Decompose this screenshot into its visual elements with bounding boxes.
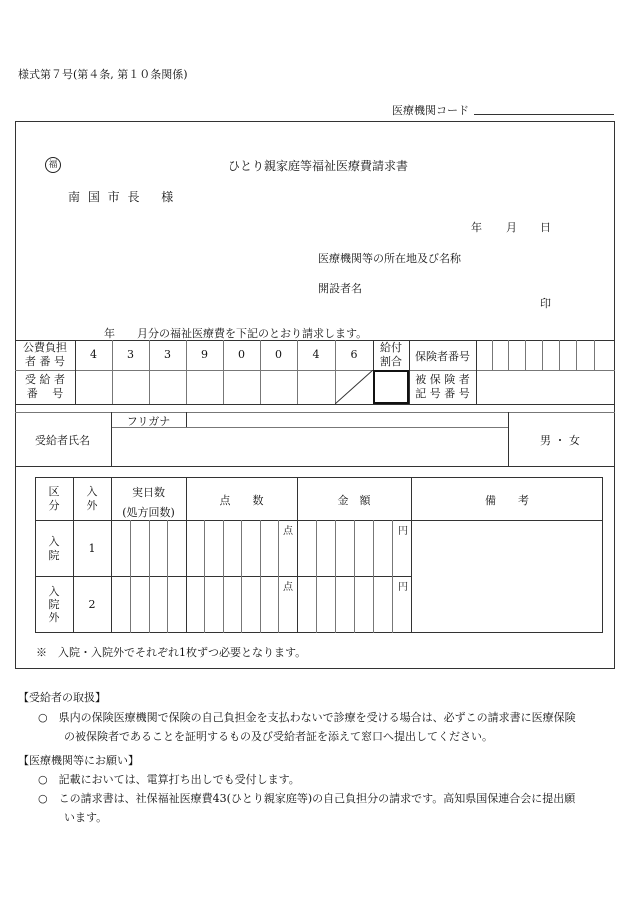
row-code: 2 (88, 598, 96, 611)
yen-unit: 円 (398, 582, 408, 593)
public-payer-digit: 4 (312, 348, 320, 361)
recipient-name-label: 受給者氏名 (35, 434, 90, 447)
col-notes: 備 考 (485, 494, 529, 507)
col-nyugai: 入 外 (86, 485, 98, 512)
request-line: 年 月分の福祉医療費を下記のとおり請求します。 (104, 327, 368, 340)
form-number: 様式第７号(第４条, 第１０条関係) (18, 68, 188, 81)
public-payer-digit: 0 (275, 348, 282, 361)
institution-note-line: ○ 記載においては、電算打ち出しでも受付します。 (38, 773, 300, 786)
institution-address-label: 医療機関等の所在地及び名称 (318, 252, 461, 265)
yen-unit: 円 (398, 526, 408, 537)
diagonal-slash (335, 370, 373, 404)
footnote: ※ 入院・入院外でそれぞれ1枚ずつ必要となります。 (36, 646, 307, 659)
recipient-section-title: 【受給者の取扱】 (18, 691, 106, 704)
recipient-note-line: ○ 県内の保険医療機関で保険の自己負担金を支払わないで診療を受ける場合は、必ずこの請求書に医療保険 (38, 711, 576, 724)
row-kubun: 入 院 (48, 535, 60, 562)
public-payer-digit: 3 (164, 348, 171, 361)
date-month: 月 (506, 221, 517, 234)
insured-symbol-label: 被 保 険 者 記 号 番 号 (415, 373, 470, 400)
row-kubun: 入 院 外 (48, 585, 60, 624)
addressee: 南 国 市 長 様 (68, 190, 176, 204)
recipient-number-label: 受 給 者 番 号 (25, 373, 65, 400)
public-payer-digit: 9 (201, 348, 208, 361)
public-payer-digit: 0 (238, 348, 245, 361)
institution-section-title: 【医療機関等にお願い】 (18, 754, 139, 767)
public-payer-digit: 6 (350, 348, 358, 361)
institution-code-field[interactable] (474, 114, 614, 115)
date-day: 日 (540, 221, 551, 234)
institution-note-line: います。 (64, 811, 108, 824)
row-code: 1 (88, 542, 96, 555)
col-kubun: 区 分 (48, 485, 60, 512)
benefit-ratio-label: 給付 割合 (380, 341, 402, 368)
col-points: 点 数 (219, 494, 264, 507)
public-payer-digit: 4 (90, 348, 97, 361)
col-amount: 金 額 (337, 494, 371, 507)
public-payer-digit: 3 (127, 348, 134, 361)
recipient-note-line: の被保険者であることを証明するもの及び受給者証を添えて窓口へ提出してください。 (64, 730, 493, 743)
col-days: 実日数 (処方回数) (122, 486, 175, 519)
sex-options[interactable]: 男 ・ 女 (540, 434, 580, 447)
form-title: ひとり親家庭等福祉医療費請求書 (228, 159, 409, 173)
point-unit: 点 (283, 526, 293, 537)
fuku-seal-icon: 福 (45, 157, 61, 173)
point-unit: 点 (283, 582, 293, 593)
institution-code-label: 医療機関コード (392, 104, 469, 117)
date-year: 年 (471, 221, 482, 234)
stamp-mark: 印 (540, 297, 551, 310)
furigana-label: フリガナ (126, 415, 171, 428)
benefit-ratio-box[interactable] (373, 370, 409, 404)
institution-note-line: ○ この請求書は、社保福祉医療費43(ひとり親家庭等)の自己負担分の請求です。高知県国保連合会に提出願 (38, 792, 576, 805)
insurer-number-label: 保険者番号 (415, 350, 470, 363)
public-payer-label: 公費負担 者 番 号 (23, 341, 67, 368)
founder-label: 開設者名 (318, 282, 362, 295)
